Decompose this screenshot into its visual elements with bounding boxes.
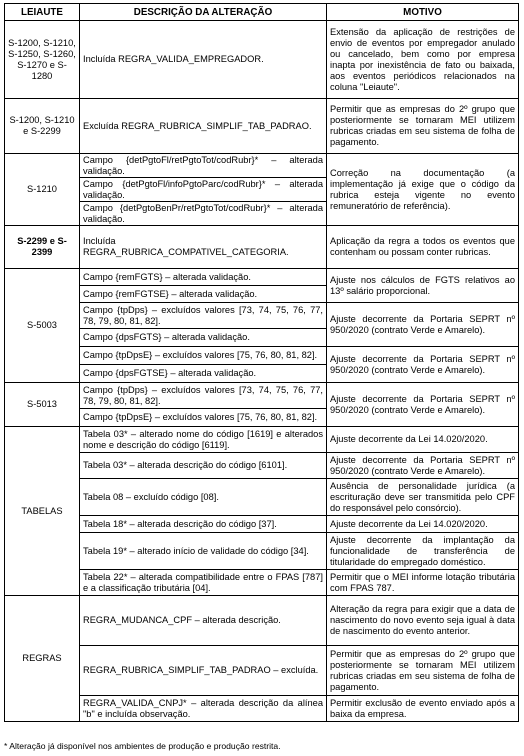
leiaute-cell: S-1200, S-1210, S-1250, S-1260, S-1270 e S-1280	[5, 21, 80, 99]
descricao-cell: Campo {detPgtoFl/retPgtoTot/codRubr}* – alterada validação.	[80, 154, 327, 178]
table-row	[5, 533, 519, 570]
leiaute-cell: S-2299 e S-2399	[5, 226, 80, 269]
table-row	[5, 99, 519, 154]
descricao-cell: Excluída REGRA_RUBRICA_SIMPLIF_TAB_PADRAO.	[80, 99, 327, 154]
table-row	[5, 226, 519, 269]
table-row	[5, 303, 519, 329]
leiaute-cell: S-5013	[5, 383, 80, 427]
motivo-cell: Ajuste decorrente da Portaria SEPRT nº 950/2020 (contrato Verde e Amarelo).	[327, 303, 519, 347]
leiaute-cell: TABELAS	[5, 427, 80, 596]
table-row	[5, 383, 519, 409]
table-row	[5, 570, 519, 596]
descricao-cell: Tabela 08 – excluído código [08].	[80, 479, 327, 516]
descricao-cell: REGRA_VALIDA_CNPJ* – alterada descrição da alínea "b" e incluída observação.	[80, 696, 327, 722]
motivo-cell: Ajuste nos cálculos de FGTS relativos ao 13º salário proporcional.	[327, 269, 519, 303]
descricao-cell: Campo {tpDps} – excluídos valores [73, 74, 75, 76, 77, 78, 79, 80, 81, 82].	[80, 383, 327, 409]
descricao-cell: Incluída REGRA_VALIDA_EMPREGADOR.	[80, 21, 327, 99]
motivo-cell: Correção na documentação (a implementação já exige que o código da rubrica esteja vigente no evento remuneratório de referência).	[327, 154, 519, 226]
motivo-cell: Ajuste decorrente da Lei 14.020/2020.	[327, 516, 519, 533]
leiaute-cell: S-5003	[5, 269, 80, 383]
descricao-cell: Tabela 22* – alterada compatibilidade entre o FPAS [787] e a classificação tributária [04].	[80, 570, 327, 596]
descricao-cell: Campo {detPgtoFl/infoPgtoParc/codRubr}* – alterada validação.	[80, 178, 327, 202]
descricao-cell: Tabela 03* – alterada descrição do código [6101].	[80, 453, 327, 479]
descricao-cell: Campo {detPgtoBenPr/retPgtoTot/codRubr}* – alterada validação.	[80, 202, 327, 226]
motivo-cell: Extensão da aplicação de restrições de envio de eventos por empregador anulado ou cancelado, bem como por empresa inapta por inexistência de fato ou baixada, aos eventos periódicos relacionados na coluna "Leiaute".	[327, 21, 519, 99]
descricao-cell: REGRA_RUBRICA_SIMPLIF_TAB_PADRAO – excluída.	[80, 646, 327, 696]
motivo-cell: Permitir que o MEI informe lotação tributária com FPAS 787.	[327, 570, 519, 596]
table-row	[5, 21, 519, 99]
changes-table	[4, 3, 519, 722]
table-row	[5, 269, 519, 286]
table-row	[5, 596, 519, 646]
table-row	[5, 427, 519, 453]
descricao-cell: Incluída REGRA_RUBRICA_COMPATIVEL_CATEGORIA.	[80, 226, 327, 269]
descricao-cell: Campo {tpDpsE} – excluídos valores [75, 76, 80, 81, 82].	[80, 409, 327, 427]
descricao-cell: Campo {remFGTS} – alterada validação.	[80, 269, 327, 286]
descricao-cell: Campo {dpsFGTSE} – alterada validação.	[80, 365, 327, 383]
motivo-cell: Ajuste decorrente da implantação da funcionalidade de transferência de titularidade do empregado doméstico.	[327, 533, 519, 570]
descricao-cell: Campo {remFGTSE} – alterada validação.	[80, 286, 327, 303]
table-row	[5, 453, 519, 479]
footnote: * Alteração já disponível nos ambientes de produção e produção restrita.	[4, 741, 281, 751]
header-descricao: DESCRIÇÃO DA ALTERAÇÃO	[80, 4, 327, 21]
leiaute-cell: REGRAS	[5, 596, 80, 722]
leiaute-cell: S-1210	[5, 154, 80, 226]
motivo-cell: Ausência de personalidade jurídica (a escrituração deve ser transmitida pelo CPF do responsável pelo consórcio).	[327, 479, 519, 516]
leiaute-cell: S-1200, S-1210 e S-2299	[5, 99, 80, 154]
header-motivo: MOTIVO	[327, 4, 519, 21]
table-row	[5, 347, 519, 365]
motivo-cell: Ajuste decorrente da Portaria SEPRT nº 950/2020 (contrato Verde e Amarelo).	[327, 453, 519, 479]
motivo-cell: Alteração da regra para exigir que a data de nascimento do novo evento seja igual à data de nascimento do evento anterior.	[327, 596, 519, 646]
descricao-cell: Tabela 18* – alterada descrição do código [37].	[80, 516, 327, 533]
motivo-cell: Ajuste decorrente da Portaria SEPRT nº 950/2020 (contrato Verde e Amarelo).	[327, 347, 519, 383]
descricao-cell: Campo {tpDpsE} – excluídos valores [75, 76, 80, 81, 82].	[80, 347, 327, 365]
header-leiaute: LEIAUTE	[5, 4, 80, 21]
table-row	[5, 646, 519, 696]
motivo-cell: Ajuste decorrente da Portaria SEPRT nº 950/2020 (contrato Verde e Amarelo).	[327, 383, 519, 427]
descricao-cell: Campo {dpsFGTS} – alterada validação.	[80, 329, 327, 347]
table-row	[5, 516, 519, 533]
descricao-cell: Tabela 19* – alterado início de validade do código [34].	[80, 533, 327, 570]
motivo-cell: Permitir que as empresas do 2º grupo que posteriormente se tornaram MEI utilizem rubricas criadas em seu sistema de folha de pagamento.	[327, 99, 519, 154]
motivo-cell: Aplicação da regra a todos os eventos que contenham ou possam conter rubricas.	[327, 226, 519, 269]
descricao-cell: Campo {tpDps} – excluídos valores [73, 74, 75, 76, 77, 78, 79, 80, 81, 82].	[80, 303, 327, 329]
descricao-cell: REGRA_MUDANCA_CPF – alterada descrição.	[80, 596, 327, 646]
descricao-cell: Tabela 03* – alterado nome do código [1619] e alterados nome e descrição do código [6119].	[80, 427, 327, 453]
table-row	[5, 696, 519, 722]
motivo-cell: Permitir que as empresas do 2º grupo que posteriormente se tornaram MEI utilizem rubricas criadas em seu sistema de folha de pagamento.	[327, 646, 519, 696]
motivo-cell: Permitir exclusão de evento enviado após a baixa da empresa.	[327, 696, 519, 722]
document	[4, 3, 518, 722]
table-row	[5, 154, 519, 178]
table-header-row	[5, 4, 519, 21]
motivo-cell: Ajuste decorrente da Lei 14.020/2020.	[327, 427, 519, 453]
table-row	[5, 479, 519, 516]
